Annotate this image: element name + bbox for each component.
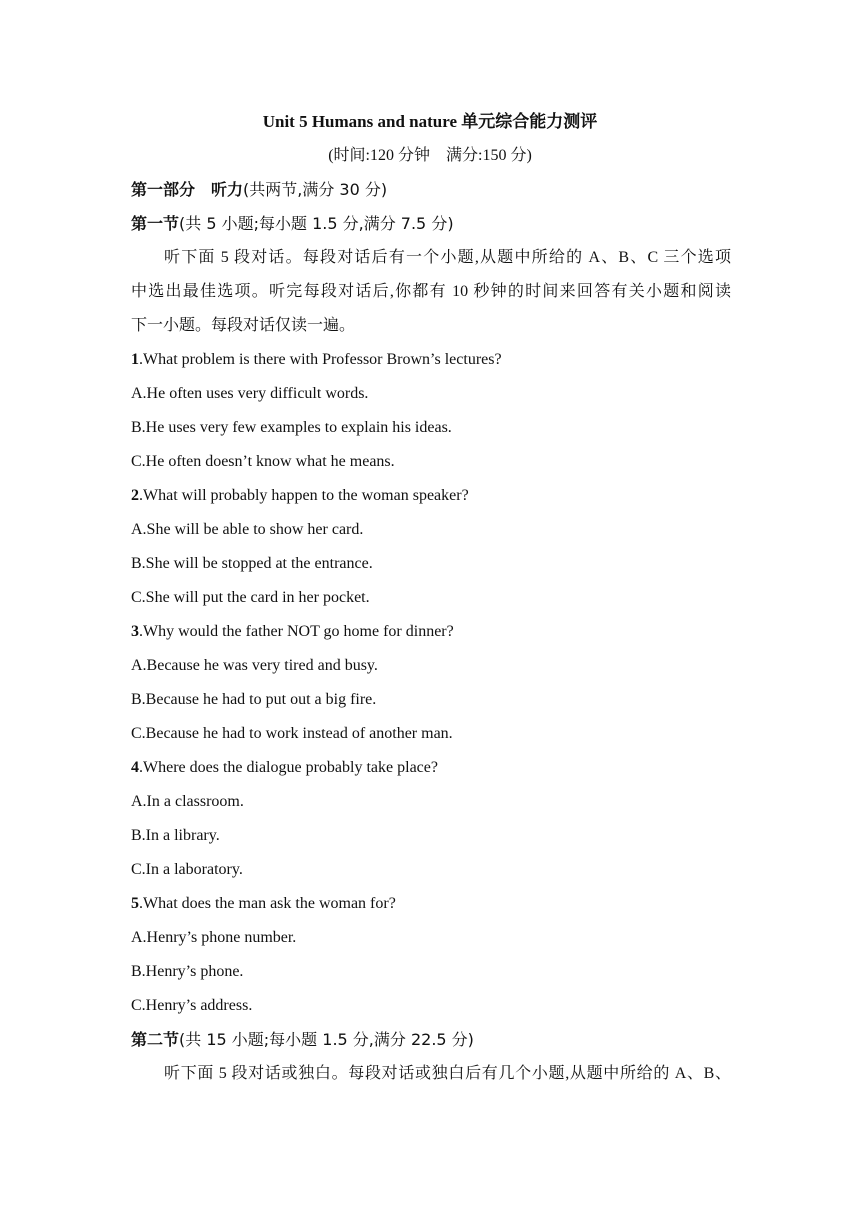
- section2-heading-label: 第二节: [131, 1030, 180, 1049]
- question-stem: [131, 756, 731, 780]
- section2-heading: [131, 1028, 731, 1053]
- section1-heading-detail: (共 5 小题;每小题 1.5 分,满分 7.5 分): [179, 214, 454, 233]
- question-stem: [131, 620, 731, 644]
- question-text: .Why would the father NOT go home for dinner?: [139, 623, 454, 640]
- answer-option: C.He often doesn’t know what he means.: [131, 453, 395, 470]
- answer-option: B.She will be stopped at the entrance.: [131, 555, 373, 572]
- section2-instructions-line: 听下面 5 段对话或独白。每段对话或独白后有几个小题,从题中所给的 A、B、: [164, 1065, 731, 1082]
- question-stem: [131, 348, 731, 372]
- answer-option: A.She will be able to show her card.: [131, 521, 364, 538]
- answer-option: A.Because he was very tired and busy.: [131, 657, 378, 674]
- answer-option: A.In a classroom.: [131, 793, 244, 810]
- answer-option: C.In a laboratory.: [131, 861, 243, 878]
- document-subtitle: (时间:120 分钟 满分:150 分): [328, 147, 532, 164]
- section1-heading-label: 第一节: [131, 214, 180, 233]
- question-number: 1: [131, 351, 139, 368]
- answer-option: A.Henry’s phone number.: [131, 929, 297, 946]
- part1-heading-detail: (共两节,满分 30 分): [243, 180, 388, 199]
- part1-heading-label: 第一部分 听力: [131, 180, 244, 199]
- question-stem: [131, 484, 731, 508]
- section1-heading: [131, 212, 731, 237]
- question-text: .What will probably happen to the woman speaker?: [139, 487, 469, 504]
- section1-instructions-line: 中选出最佳选项。听完每段对话后,你都有 10 秒钟的时间来回答有关小题和阅读: [131, 283, 731, 300]
- answer-option: B.In a library.: [131, 827, 220, 844]
- question-stem: [131, 892, 731, 916]
- question-text: .Where does the dialogue probably take place?: [139, 759, 438, 776]
- section2-heading-detail: (共 15 小题;每小题 1.5 分,满分 22.5 分): [179, 1030, 474, 1049]
- document-title: Unit 5 Humans and nature 单元综合能力测评: [262, 112, 598, 131]
- section1-instructions-line: 下一小题。每段对话仅读一遍。: [131, 317, 356, 334]
- question-number: 3: [131, 623, 139, 640]
- answer-option: C.Because he had to work instead of another man.: [131, 725, 453, 742]
- part1-heading: [131, 178, 731, 203]
- answer-option: C.She will put the card in her pocket.: [131, 589, 370, 606]
- answer-option: B.Because he had to put out a big fire.: [131, 691, 377, 708]
- answer-option: B.He uses very few examples to explain his ideas.: [131, 419, 452, 436]
- question-number: 4: [131, 759, 139, 776]
- answer-option: B.Henry’s phone.: [131, 963, 244, 980]
- question-text: .What problem is there with Professor Brown’s lectures?: [139, 351, 502, 368]
- answer-option: C.Henry’s address.: [131, 997, 253, 1014]
- question-text: .What does the man ask the woman for?: [139, 895, 396, 912]
- section1-instructions-line: 听下面 5 段对话。每段对话后有一个小题,从题中所给的 A、B、C 三个选项: [164, 249, 731, 266]
- answer-option: A.He often uses very difficult words.: [131, 385, 369, 402]
- question-number: 5: [131, 895, 139, 912]
- question-number: 2: [131, 487, 139, 504]
